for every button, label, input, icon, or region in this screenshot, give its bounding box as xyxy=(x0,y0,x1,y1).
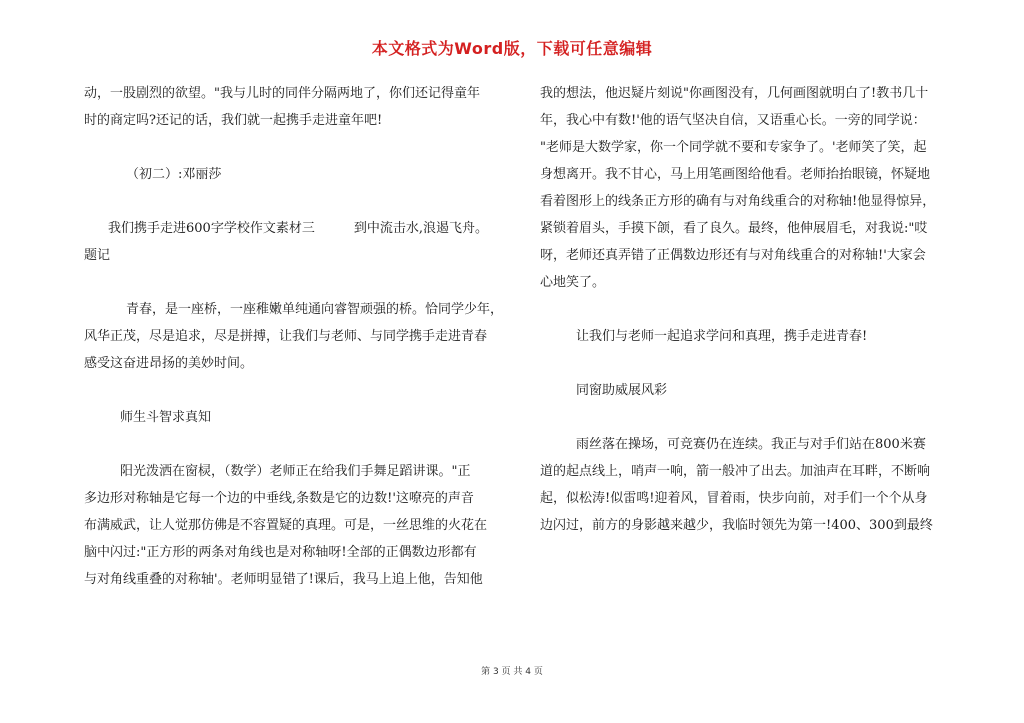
epigraph-label: 题记 xyxy=(84,248,111,263)
paragraph-line: 感受这奋进昂扬的美妙时间。 xyxy=(84,356,254,371)
paragraph-line: 雨丝落在操场，可竞赛仍在连续。我正与对手们站在800米赛 xyxy=(576,437,926,452)
document-header-title: 本文格式为Word版，下载可任意编辑 xyxy=(371,39,653,58)
paragraph-line: 年，我心中有数!'他的语气坚决自信，又语重心长。一旁的同学说： xyxy=(540,113,926,128)
paragraph-line: 多边形对称轴是它每一个边的中垂线,条数是它的边数!'这嘹亮的声音 xyxy=(84,491,474,506)
author-line: （初二）:邓丽莎 xyxy=(126,167,222,182)
paragraph-line: 与对角线重叠的对称轴'。老师明显错了!课后，我马上追上他，告知他 xyxy=(84,572,483,587)
paragraph-line: 道的起点线上，哨声一响，箭一般冲了出去。加油声在耳畔，不断响 xyxy=(540,464,931,479)
page-number-footer: 第 3 页 共 4 页 xyxy=(481,667,543,677)
paragraph-line: 动，一股剧烈的欲望。"我与儿时的同伴分隔两地了，你们还记得童年 xyxy=(84,86,480,101)
right-text-column xyxy=(540,80,960,539)
paragraph-line: 心地笑了。 xyxy=(540,275,606,290)
paragraph-line: 青春，是一座桥，一座稚嫩单纯通向睿智顽强的桥。恰同学少年， xyxy=(126,302,504,317)
paragraph-line: 紧锁着眉头，手摸下颌，看了良久。最终，他伸展眉毛，对我说:"哎 xyxy=(540,221,928,236)
paragraph-line: 布满威武，让人觉那仿佛是不容置疑的真理。可是，一丝思维的火花在 xyxy=(84,518,488,533)
paragraph-line: 起，似松涛!似雷鸣!迎着风，冒着雨，快步向前，对手们一个个从身 xyxy=(540,491,928,506)
paragraph-line: 风华正茂，尽是追求，尽是拼搏，让我们与老师、与同学携手走进青春 xyxy=(84,329,488,344)
paragraph-line: 让我们与老师一起追求学问和真理，携手走进青春! xyxy=(576,329,868,344)
section-title-line: 我们携手走进600字学校作文素材三 到中流击水,浪遏飞舟。 xyxy=(108,221,488,236)
paragraph-line: 阳光泼洒在窗棂，（数学）老师正在给我们手舞足蹈讲课。"正 xyxy=(120,464,471,479)
paragraph-line: 脑中闪过:"正方形的两条对角线也是对称轴呀!全部的正偶数边形都有 xyxy=(84,545,477,560)
subheading-teacher-student: 师生斗智求真知 xyxy=(120,410,212,425)
subheading-classmates: 同窗助威展风彩 xyxy=(576,383,668,398)
left-text-column xyxy=(84,80,504,593)
paragraph-line: 我的想法，他迟疑片刻说"你画图没有，几何画图就明白了!教书几十 xyxy=(540,86,929,101)
paragraph-line: 时的商定吗?还记的话，我们就一起携手走进童年吧! xyxy=(84,113,383,128)
paragraph-line: "老师是大数学家，你一个同学就不要和专家争了。'老师笑了笑，起 xyxy=(540,140,927,155)
paragraph-line: 呀，老师还真弄错了正偶数边形还有与对角线重合的对称轴!'大家会 xyxy=(540,248,926,263)
paragraph-line: 边闪过，前方的身影越来越少，我临时领先为第一!400、300到最终 xyxy=(540,518,933,533)
paragraph-line: 身想离开。我不甘心，马上用笔画图给他看。老师抬抬眼镜，怀疑地 xyxy=(540,167,931,182)
paragraph-line: 看着图形上的线条正方形的确有与对角线重合的对称轴!他显得惊异， xyxy=(540,194,936,209)
